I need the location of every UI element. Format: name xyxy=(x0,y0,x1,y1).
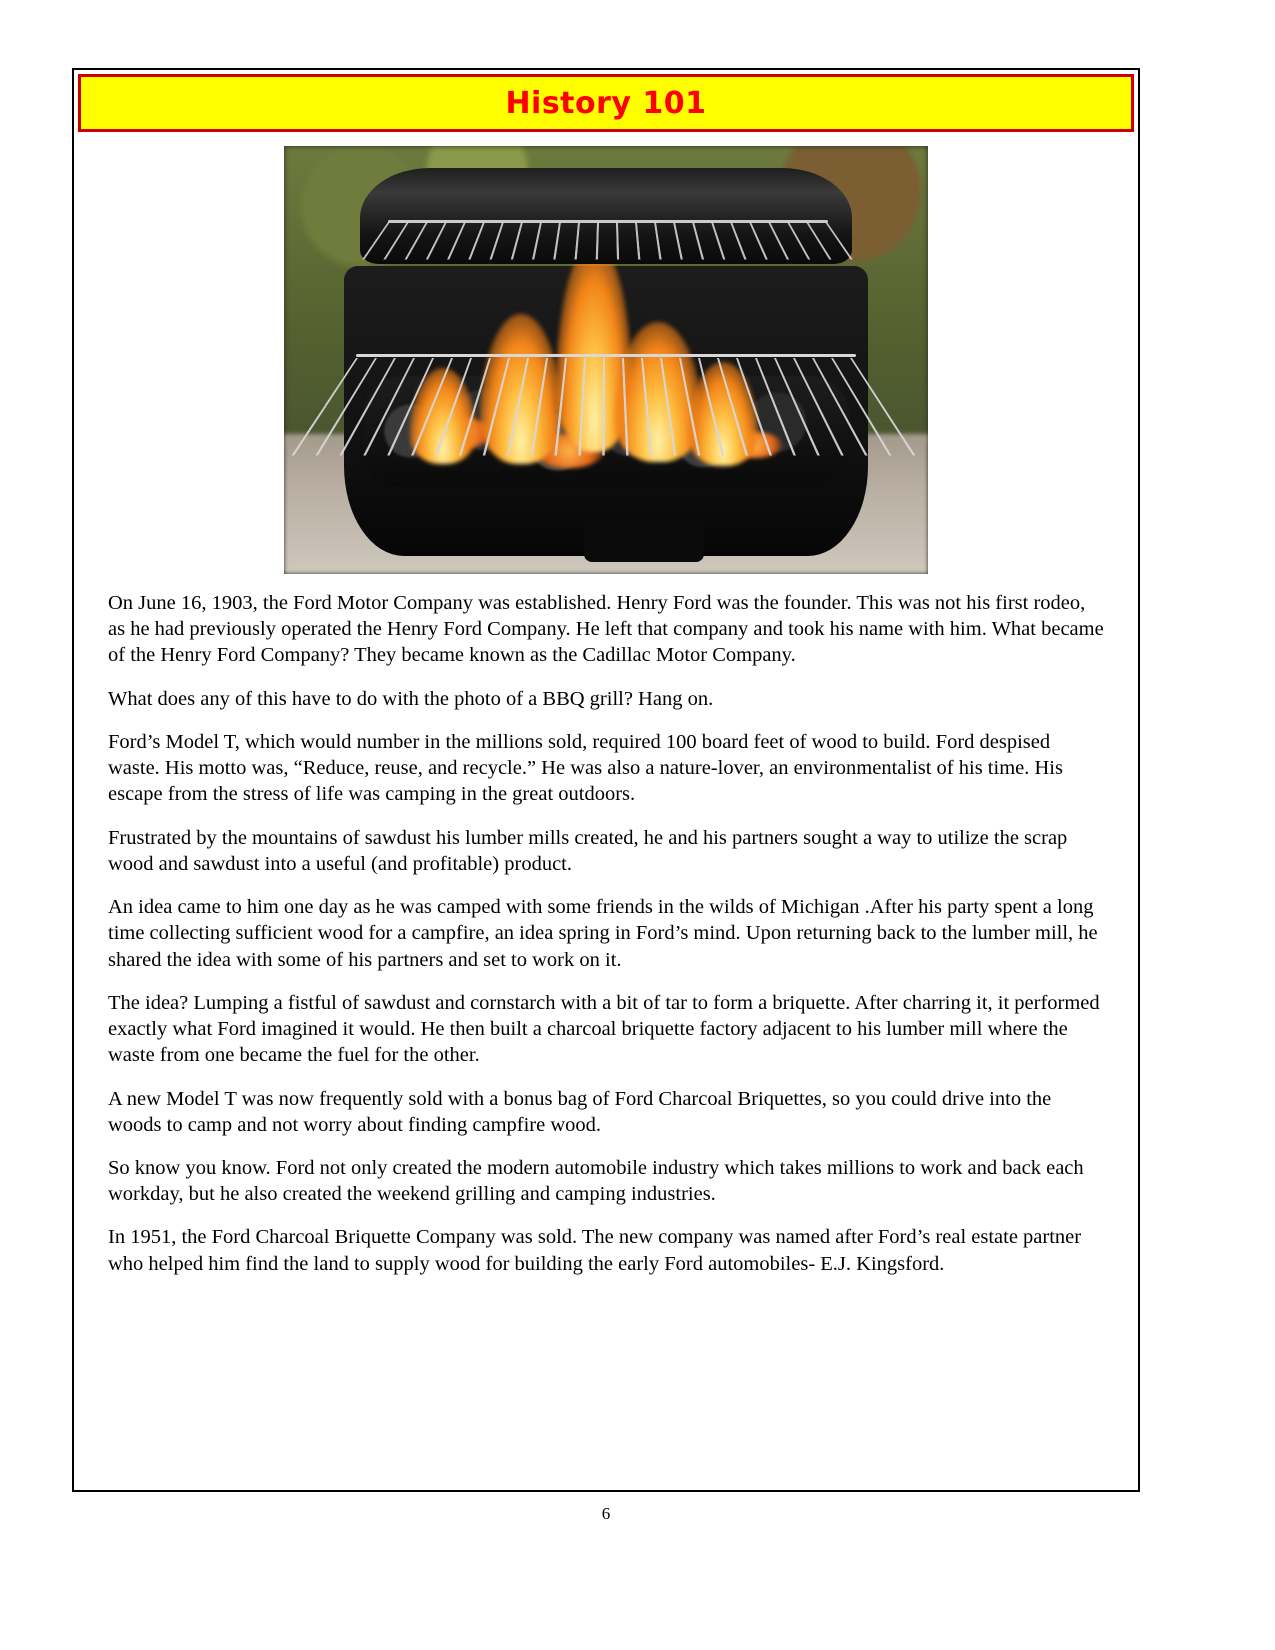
paragraph: An idea came to him one day as he was camped with some friends in the wilds of Michigan .After his party spent a long time collecting sufficient wood for a campfire, an idea spring in Ford’s mind. Upon returning back to the lumber mill, he shared the idea with some of his partners and set to work on it. xyxy=(108,896,1098,971)
paragraph: On June 16, 1903, the Ford Motor Company was established. Henry Ford was the founder. This was not his first rodeo, as he had previously operated the Henry Ford Company. He left that company and took his name with him. What became of the Henry Ford Company? They became known as the Cadillac Motor Company. xyxy=(108,592,1104,667)
page-title: History 101 xyxy=(505,85,707,121)
bbq-grill-photo xyxy=(284,146,928,574)
document-page xyxy=(72,68,1140,1523)
paragraph: What does any of this have to do with the photo of a BBQ grill? Hang on. xyxy=(108,687,714,710)
grill-lid-grate-icon xyxy=(362,222,854,259)
page-number: 6 xyxy=(601,1504,611,1523)
paragraph: A new Model T was now frequently sold with a bonus bag of Ford Charcoal Briquettes, so you could drive into the woods to camp and not worry about finding campfire wood. xyxy=(108,1087,1052,1136)
paragraph: Ford’s Model T, which would number in the millions sold, required 100 board feet of wood to build. Ford despised waste. His motto was, “Reduce, reuse, and recycle.” He was also a nature-lover, an environmentalist of his time. His escape from the stress of life was camping in the great outdoors. xyxy=(108,730,1063,806)
paragraph: In 1951, the Ford Charcoal Briquette Company was sold. The new company was named after Ford’s real estate partner who helped him find the land to supply wood for building the early Ford automobiles- E.J. Kingsford. xyxy=(108,1226,1082,1275)
article-body xyxy=(108,590,1104,1277)
grill-base-icon xyxy=(584,522,704,562)
photo-container xyxy=(74,146,1138,574)
paragraph: So know you know. Ford not only created the modern automobile industry which takes millions to work and back each workday, but he also created the weekend grilling and camping industries. xyxy=(108,1156,1084,1206)
grill-grate-edge-icon xyxy=(356,354,856,357)
page-title-banner xyxy=(78,74,1134,132)
paragraph: The idea? Lumping a fistful of sawdust and cornstarch with a bit of tar to form a briquette. After charring it, it performed exactly what Ford imagined it would. He then built a charcoal briquette factory adjacent to his lumber mill where the waste from one became the fuel for the other. xyxy=(108,991,1100,1067)
paragraph: Frustrated by the mountains of sawdust his lumber mills created, he and his partners sought a way to utilize the scrap wood and sawdust into a useful (and profitable) product. xyxy=(108,826,1068,875)
grill-grate-icon xyxy=(291,358,920,456)
